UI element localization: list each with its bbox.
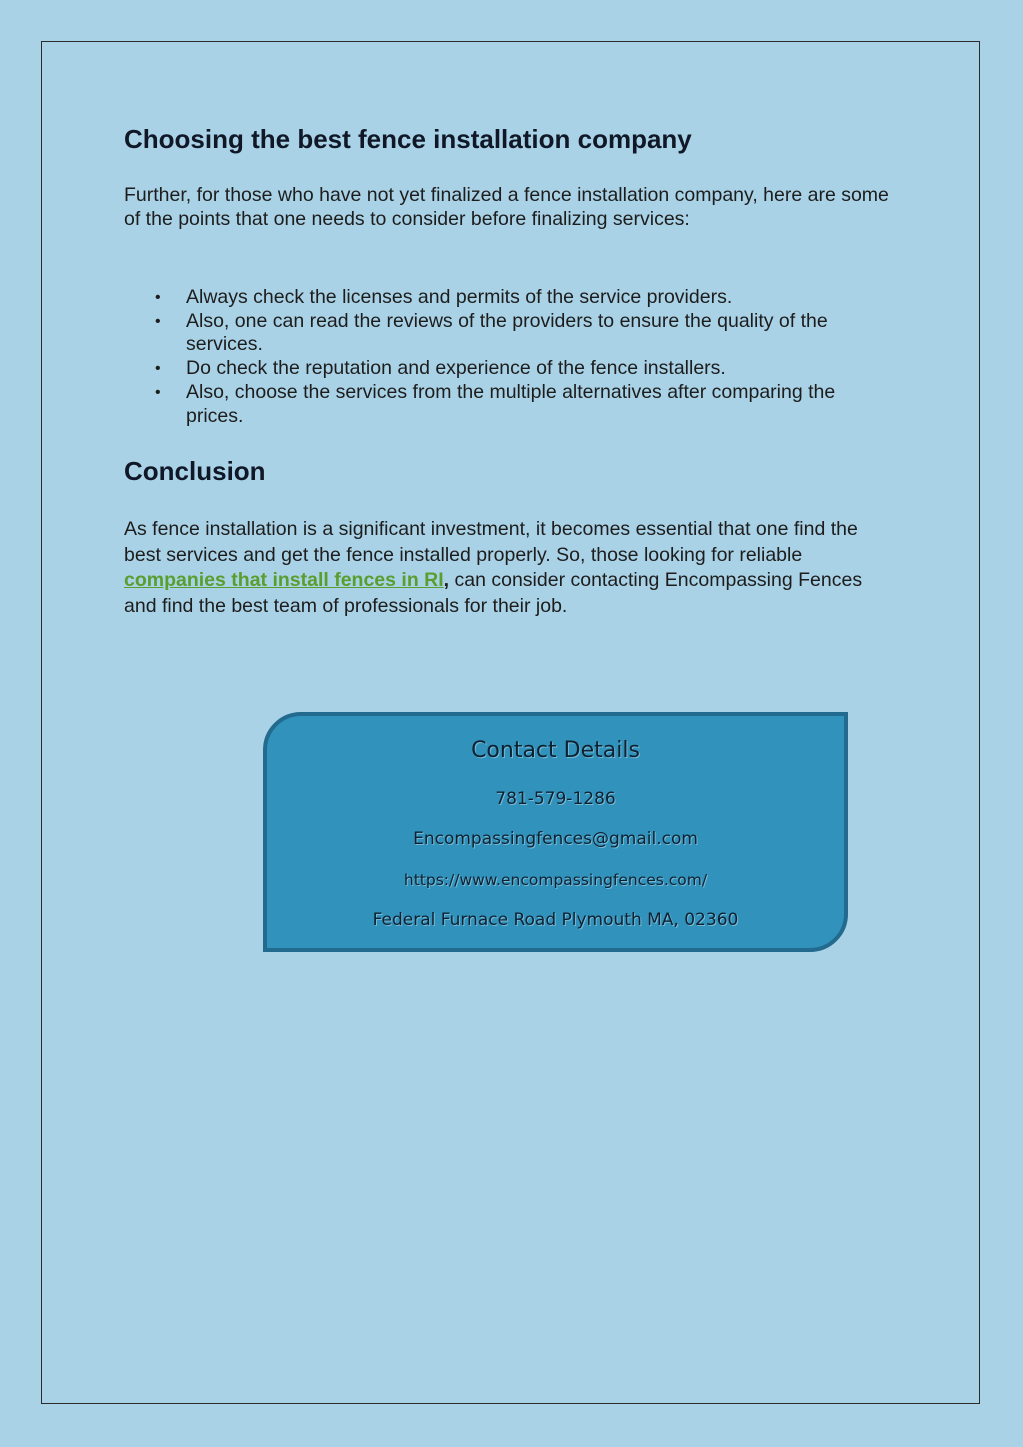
bullet-icon: • (155, 360, 161, 378)
bullet-icon: • (155, 383, 161, 401)
list-item (155, 286, 894, 310)
section-heading-choosing: Choosing the best fence installation company (124, 124, 692, 154)
list-item (155, 309, 894, 357)
list-item (155, 380, 894, 428)
contact-title: Contact Details (471, 738, 640, 763)
list-item-text: Also, choose the services from the multiple alternatives after comparing the prices. (186, 380, 836, 427)
considerations-list (124, 286, 894, 428)
section-heading-conclusion: Conclusion (124, 456, 266, 486)
list-item (155, 357, 894, 381)
link-comma: , (443, 569, 450, 591)
contact-phone: 781-579-1286 (495, 789, 616, 809)
bullet-icon: • (155, 289, 161, 306)
companies-link[interactable]: companies that install fences in RI (124, 569, 444, 591)
conclusion-text-end: can consider contacting Encompassing Fences and find the best team of professionals for their job. (124, 569, 863, 617)
conclusion-paragraph (124, 517, 894, 619)
list-item-text: Always check the licenses and permits of the service providers. (186, 286, 733, 308)
bullet-icon: • (155, 312, 161, 330)
list-item-text: Do check the reputation and experience of the fence installers. (186, 357, 726, 380)
conclusion-text-start: As fence installation is a significant investment, it becomes essential that one find the best services and get the fence installed properly. So, those looking for reliable (124, 518, 858, 566)
contact-website: https://www.encompassingfences.com/ (403, 871, 708, 889)
contact-email: Encompassingfences@gmail.com (413, 829, 698, 849)
list-item-text: Also, one can read the reviews of the providers to ensure the quality of the services. (186, 309, 828, 356)
contact-details-box (263, 712, 848, 952)
intro-paragraph: Further, for those who have not yet finalized a fence installation company, here are some of the points that one needs to consider before finalizing services: (124, 184, 889, 230)
contact-address: Federal Furnace Road Plymouth MA, 02360 (372, 910, 739, 930)
